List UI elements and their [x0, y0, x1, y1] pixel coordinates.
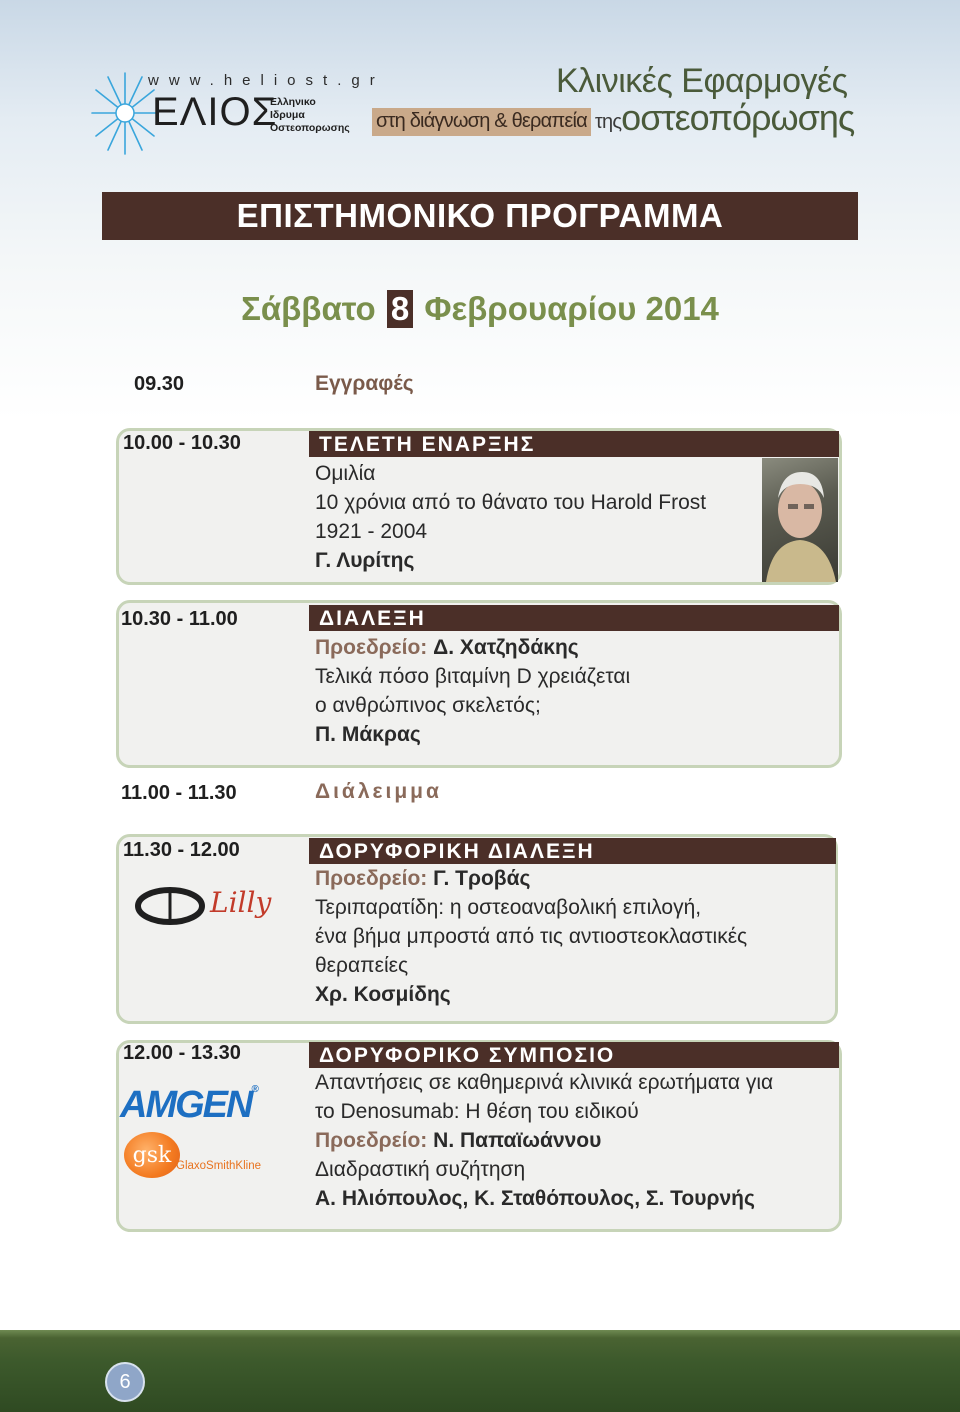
time-slot: 10.00 - 10.30 [123, 432, 241, 454]
program-date: Σάββατο 8 Φεβρουαρίου 2014 [241, 290, 719, 327]
speaker-photo [762, 458, 838, 582]
footer-bar [0, 1330, 960, 1412]
lilly-logo [134, 884, 278, 928]
session-details: Ομιλία 10 χρόνια από το θάνατο του Harold Frost 1921 - 2004 Γ. Λυρίτης [315, 462, 707, 572]
time-slot: 11.30 - 12.00 [123, 839, 240, 861]
conference-title: Κλινικές Εφαρμογές [556, 62, 848, 100]
program-banner: ΕΠΙΣΤΗΜΟΝΙΚΟ ΠΡΟΓΡΑΜΜΑ [102, 192, 858, 240]
logo-name: ΕΛΙΟΣ [152, 90, 278, 134]
lilly-emblem-icon [134, 884, 210, 928]
time-slot: 11.00 - 11.30 [121, 782, 237, 804]
gsk-wordmark: GlaxoSmithKline [176, 1160, 262, 1172]
session-title: ΤΕΛΕΤΗ ΕΝΑΡΞΗΣ [309, 431, 839, 457]
session-title: Εγγραφές [315, 372, 414, 395]
session-details: Προεδρείο: Γ. Τροβάς Τεριπαρατίδη: η οστεοαναβολική επιλογή, ένα βήμα μπροστά από τις αντιοστεοκλαστικές θεραπείες Χρ. Κοσμίδης [315, 867, 748, 1006]
session-details: Προεδρείο: Δ. Χατζηδάκης Τελικά πόσο βιταμίνη D χρειάζεται ο ανθρώπινος σκελετός; Π. Μάκρας [315, 636, 631, 746]
time-slot: 12.00 - 13.30 [123, 1042, 241, 1064]
logo-url: www.heliost.gr [148, 72, 385, 89]
session-title: Διάλειμμα [315, 780, 442, 803]
session-title: ΔΟΡΥΦΟΡΙΚΗ ΔΙΑΛΕΞΗ [309, 838, 836, 864]
page-number: 6 [105, 1362, 145, 1402]
time-slot: 09.30 [134, 373, 185, 395]
session-title: ΔΟΡΥΦΟΡΙΚΟ ΣΥΜΠΟΣΙΟ [309, 1042, 839, 1068]
session-details: Απαντήσεις σε καθημερινά κλινικά ερωτήματα για το Denosumab: Η θέση του ειδικού Προεδρείο: Ν. Παπαϊωάννου Διαδραστική συζήτηση Α. Ηλιόπουλος, Κ. Σταθόπουλος, Σ. Τουρνής [315, 1071, 774, 1210]
gsk-logo: gsk [124, 1132, 180, 1178]
session-title: ΔΙΑΛΕΞΗ [309, 605, 839, 631]
lilly-wordmark: Lilly [210, 886, 272, 919]
time-slot: 10.30 - 11.00 [121, 608, 238, 630]
helios-logo [90, 68, 385, 158]
logo-subtitle: Ελληνικο Ιδρυμα Οστεοπορωσης [270, 96, 350, 134]
conference-subtitle: στη διάγνωση & θεραπεία της οστεοπόρωσης [372, 100, 854, 136]
amgen-logo: AMGEN® [120, 1084, 257, 1126]
